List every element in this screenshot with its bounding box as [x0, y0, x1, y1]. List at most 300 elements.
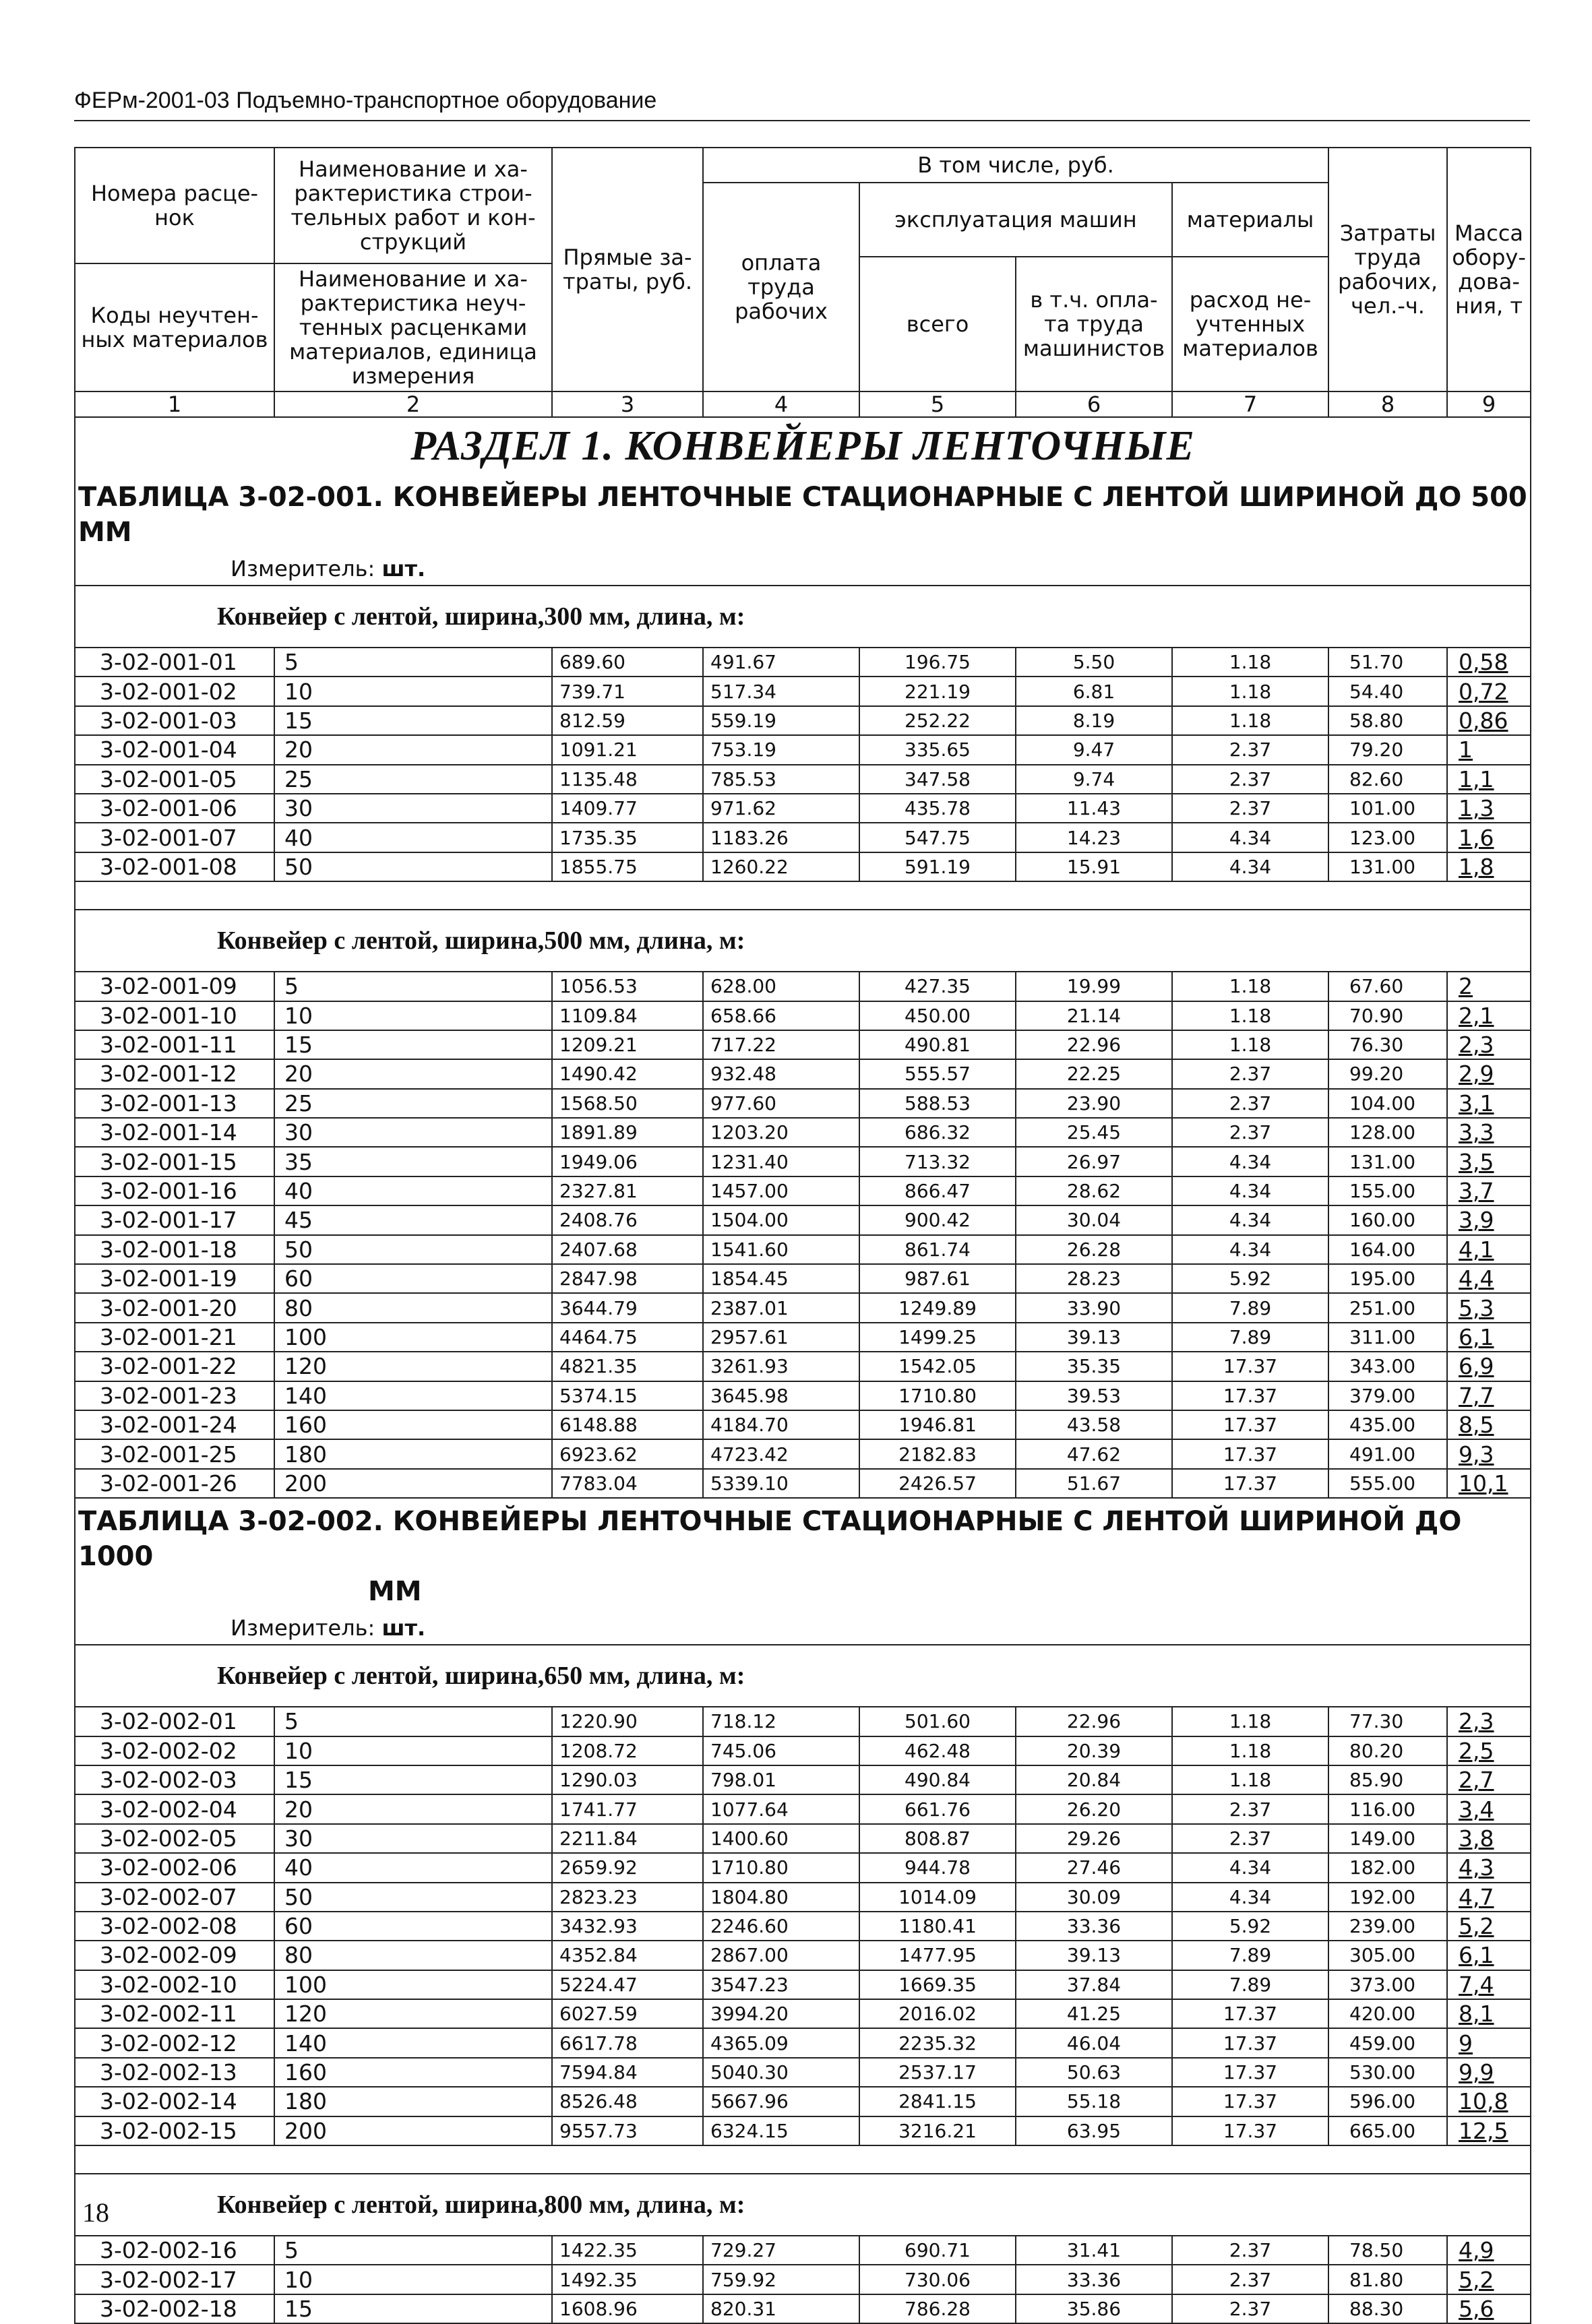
cell-v8: 70.90	[1328, 1001, 1447, 1030]
cell-v6: 29.26	[1016, 1824, 1172, 1853]
column-number: 5	[859, 391, 1016, 417]
cell-mass	[1447, 972, 1531, 1001]
cell-v6: 35.35	[1016, 1352, 1172, 1381]
column-number: 4	[703, 391, 859, 417]
cell-v5: 196.75	[859, 648, 1016, 677]
cell-name: 120	[274, 1352, 552, 1381]
cell-code: 3-02-001-01	[75, 648, 274, 677]
cell-v4: 798.01	[703, 1765, 859, 1794]
cell-v5: 2235.32	[859, 2028, 1016, 2057]
column-number: 1	[75, 391, 274, 417]
cell-v3: 1409.77	[552, 794, 703, 823]
cell-code: 3-02-001-12	[75, 1059, 274, 1088]
cell-v4: 785.53	[703, 765, 859, 794]
cell-v6: 41.25	[1016, 1999, 1172, 2028]
cell-v5: 547.75	[859, 823, 1016, 852]
cell-v8: 149.00	[1328, 1824, 1447, 1853]
mass-value: 7,7	[1459, 1382, 1494, 1409]
cell-v6: 63.95	[1016, 2116, 1172, 2145]
cell-v8: 160.00	[1328, 1205, 1447, 1234]
cell-v3: 1891.89	[552, 1118, 703, 1147]
table-row	[75, 1736, 1531, 1765]
cell-v7: 4.34	[1172, 1853, 1328, 1882]
mass-value: 3,7	[1459, 1178, 1494, 1205]
cell-v4: 1804.80	[703, 1883, 859, 1912]
cell-mass	[1447, 648, 1531, 677]
cell-code: 3-02-002-12	[75, 2028, 274, 2057]
cell-name: 80	[274, 1941, 552, 1970]
col5-header: всего	[859, 257, 1016, 391]
mass-value: 2,7	[1459, 1767, 1494, 1794]
cell-v6: 47.62	[1016, 1439, 1172, 1468]
cell-v8: 58.80	[1328, 706, 1447, 735]
cell-code: 3-02-002-04	[75, 1794, 274, 1823]
cell-v5: 808.87	[859, 1824, 1016, 1853]
table-row	[75, 1352, 1531, 1381]
mass-value: 5,2	[1459, 2266, 1494, 2293]
cell-mass	[1447, 2294, 1531, 2323]
cell-code: 3-02-002-10	[75, 1970, 274, 1999]
cell-mass	[1447, 1235, 1531, 1264]
cell-name: 100	[274, 1970, 552, 1999]
cell-v8: 311.00	[1328, 1323, 1447, 1352]
cell-v6: 14.23	[1016, 823, 1172, 852]
cell-v3: 1091.21	[552, 735, 703, 764]
cell-v5: 987.61	[859, 1264, 1016, 1293]
cell-code: 3-02-001-08	[75, 852, 274, 881]
cell-v7: 17.37	[1172, 1352, 1328, 1381]
table-title	[75, 474, 1531, 553]
table-title-line: ТАБЛИЦА 3-02-001. КОНВЕЙЕРЫ ЛЕНТОЧНЫЕ СТАЦИОНАРНЫЕ С ЛЕНТОЙ ШИРИНОЙ ДО 500 ММ	[78, 482, 1527, 548]
table-row	[75, 1381, 1531, 1410]
cell-v7: 5.92	[1172, 1264, 1328, 1293]
table-row	[75, 972, 1531, 1001]
cell-v6: 20.39	[1016, 1736, 1172, 1765]
cell-v8: 101.00	[1328, 794, 1447, 823]
table-row	[75, 1235, 1531, 1264]
cell-code: 3-02-001-10	[75, 1001, 274, 1030]
cell-name: 5	[274, 972, 552, 1001]
cell-v8: 665.00	[1328, 2116, 1447, 2145]
cell-v3: 739.71	[552, 677, 703, 705]
cell-name: 50	[274, 1883, 552, 1912]
cell-v6: 37.84	[1016, 1970, 1172, 1999]
cell-code: 3-02-002-01	[75, 1707, 274, 1736]
table-row	[75, 1469, 1531, 1498]
cell-v5: 730.06	[859, 2265, 1016, 2294]
group-subtitle-row	[75, 1645, 1531, 1707]
cell-v8: 77.30	[1328, 1707, 1447, 1736]
cell-v5: 2016.02	[859, 1999, 1016, 2028]
cell-v7: 7.89	[1172, 1970, 1328, 1999]
cell-v5: 490.84	[859, 1765, 1016, 1794]
cell-name: 40	[274, 1176, 552, 1205]
table-row	[75, 1118, 1531, 1147]
column-number: 6	[1016, 391, 1172, 417]
cell-v4: 5040.30	[703, 2058, 859, 2087]
cell-v8: 54.40	[1328, 677, 1447, 705]
cell-v3: 4821.35	[552, 1352, 703, 1381]
cell-v5: 555.57	[859, 1059, 1016, 1088]
cell-v6: 22.25	[1016, 1059, 1172, 1088]
table-row	[75, 1089, 1531, 1118]
table-row	[75, 852, 1531, 881]
cell-name: 25	[274, 1089, 552, 1118]
table-row	[75, 1030, 1531, 1059]
cell-v3: 1490.42	[552, 1059, 703, 1088]
cell-v3: 6923.62	[552, 1439, 703, 1468]
cell-v7: 4.34	[1172, 1883, 1328, 1912]
cell-v5: 2841.15	[859, 2087, 1016, 2116]
cell-v4: 753.19	[703, 735, 859, 764]
cell-v5: 2182.83	[859, 1439, 1016, 1468]
cell-v4: 971.62	[703, 794, 859, 823]
group-subtitle: Конвейер с лентой, ширина,650 мм, длина, м:	[75, 1645, 1531, 1707]
table-row	[75, 1439, 1531, 1468]
cell-v8: 76.30	[1328, 1030, 1447, 1059]
cell-name: 5	[274, 1707, 552, 1736]
cell-v3: 7594.84	[552, 2058, 703, 2087]
group-subtitle: Конвейер с лентой, ширина,500 мм, длина, м:	[75, 910, 1531, 972]
cell-v8: 164.00	[1328, 1235, 1447, 1264]
cell-name: 160	[274, 1410, 552, 1439]
mass-value: 9,3	[1459, 1441, 1494, 1468]
cell-v3: 1492.35	[552, 2265, 703, 2294]
cell-v5: 490.81	[859, 1030, 1016, 1059]
cell-v3: 5224.47	[552, 1970, 703, 1999]
cell-v3: 2847.98	[552, 1264, 703, 1293]
cell-v7: 1.18	[1172, 1030, 1328, 1059]
cell-v8: 182.00	[1328, 1853, 1447, 1882]
cell-v3: 2823.23	[552, 1883, 703, 1912]
cell-v8: 420.00	[1328, 1999, 1447, 2028]
cell-v5: 861.74	[859, 1235, 1016, 1264]
cell-v8: 192.00	[1328, 1883, 1447, 1912]
cell-v4: 1504.00	[703, 1205, 859, 1234]
cell-v5: 591.19	[859, 852, 1016, 881]
mass-value: 9,9	[1459, 2059, 1494, 2086]
cell-code: 3-02-001-16	[75, 1176, 274, 1205]
cell-code: 3-02-002-16	[75, 2236, 274, 2265]
cell-v3: 1290.03	[552, 1765, 703, 1794]
unit-label: Измеритель:	[231, 1615, 375, 1641]
cell-v7: 17.37	[1172, 2058, 1328, 2087]
cell-v7: 2.37	[1172, 1794, 1328, 1823]
mass-value: 5,3	[1459, 1294, 1494, 1321]
unit-cell	[75, 553, 1531, 586]
unit-value: шт.	[381, 556, 426, 582]
cell-v5: 252.22	[859, 706, 1016, 735]
cell-v6: 9.74	[1016, 765, 1172, 794]
mass-value: 1	[1459, 736, 1473, 763]
table-row	[75, 1853, 1531, 1882]
cell-v7: 17.37	[1172, 1999, 1328, 2028]
cell-v3: 1568.50	[552, 1089, 703, 1118]
col4-header: оплата труда рабочих	[703, 183, 859, 391]
cell-v6: 43.58	[1016, 1410, 1172, 1439]
table-row	[75, 1765, 1531, 1794]
mass-value: 3,5	[1459, 1148, 1494, 1175]
cell-name: 20	[274, 735, 552, 764]
cell-v6: 6.81	[1016, 677, 1172, 705]
table-row	[75, 1176, 1531, 1205]
header-rule	[74, 120, 1530, 121]
cell-v6: 20.84	[1016, 1765, 1172, 1794]
mass-value: 2,3	[1459, 1032, 1494, 1059]
cell-v6: 46.04	[1016, 2028, 1172, 2057]
spacer-row	[75, 2145, 1531, 2174]
col2-top-header: Наименование и ха-рактеристика строи-тельных работ и кон-струкций	[274, 148, 552, 263]
cell-v6: 39.13	[1016, 1323, 1172, 1352]
cell-mass	[1447, 2058, 1531, 2087]
cell-mass	[1447, 823, 1531, 852]
cell-v6: 31.41	[1016, 2236, 1172, 2265]
cell-v4: 5339.10	[703, 1469, 859, 1498]
cell-mass	[1447, 1264, 1531, 1293]
table-row	[75, 677, 1531, 705]
cell-v4: 717.22	[703, 1030, 859, 1059]
cell-name: 200	[274, 1469, 552, 1498]
cell-code: 3-02-001-14	[75, 1118, 274, 1147]
unit-row	[75, 1612, 1531, 1645]
cell-code: 3-02-001-13	[75, 1089, 274, 1118]
cell-code: 3-02-002-07	[75, 1883, 274, 1912]
cell-v3: 2659.92	[552, 1853, 703, 1882]
cell-v8: 491.00	[1328, 1439, 1447, 1468]
col7-header: расход не-учтенных материалов	[1172, 257, 1328, 391]
cell-name: 35	[274, 1147, 552, 1176]
cell-v3: 1208.72	[552, 1736, 703, 1765]
cell-v3: 6027.59	[552, 1999, 703, 2028]
col3-header: Прямые за-траты, руб.	[552, 148, 703, 391]
cell-v7: 7.89	[1172, 1941, 1328, 1970]
cell-v3: 3432.93	[552, 1912, 703, 1941]
mass-value: 0,58	[1459, 649, 1508, 676]
table-row	[75, 1824, 1531, 1853]
cell-code: 3-02-002-06	[75, 1853, 274, 1882]
cell-v6: 39.53	[1016, 1381, 1172, 1410]
unit-cell	[75, 1612, 1531, 1645]
cell-v6: 5.50	[1016, 648, 1172, 677]
cell-name: 5	[274, 648, 552, 677]
mass-value: 1,8	[1459, 853, 1494, 880]
mass-value: 2,1	[1459, 1002, 1494, 1029]
spacer-cell	[75, 2145, 1531, 2174]
cell-v6: 30.09	[1016, 1883, 1172, 1912]
cell-mass	[1447, 1824, 1531, 1853]
cell-v5: 427.35	[859, 972, 1016, 1001]
cell-v4: 932.48	[703, 1059, 859, 1088]
cell-name: 30	[274, 1118, 552, 1147]
cell-v6: 8.19	[1016, 706, 1172, 735]
cell-name: 120	[274, 1999, 552, 2028]
spacer-row	[75, 881, 1531, 910]
cell-v6: 28.62	[1016, 1176, 1172, 1205]
cell-name: 50	[274, 1235, 552, 1264]
cell-v5: 1249.89	[859, 1293, 1016, 1322]
table-row	[75, 1999, 1531, 2028]
cell-code: 3-02-001-17	[75, 1205, 274, 1234]
cell-v8: 596.00	[1328, 2087, 1447, 2116]
cell-v4: 628.00	[703, 972, 859, 1001]
cell-code: 3-02-001-02	[75, 677, 274, 705]
cell-name: 10	[274, 1736, 552, 1765]
cell-mass	[1447, 2265, 1531, 2294]
cell-code: 3-02-002-14	[75, 2087, 274, 2116]
cell-v6: 11.43	[1016, 794, 1172, 823]
cell-mass	[1447, 1059, 1531, 1088]
cell-mass	[1447, 2028, 1531, 2057]
table-row	[75, 1912, 1531, 1941]
table-row	[75, 1205, 1531, 1234]
cell-v8: 379.00	[1328, 1381, 1447, 1410]
mass-value: 2	[1459, 973, 1473, 1000]
cell-name: 10	[274, 2265, 552, 2294]
table-row	[75, 1941, 1531, 1970]
cell-name: 15	[274, 1030, 552, 1059]
cell-mass	[1447, 1176, 1531, 1205]
cell-v3: 7783.04	[552, 1469, 703, 1498]
cell-v3: 8526.48	[552, 2087, 703, 2116]
cell-v8: 239.00	[1328, 1912, 1447, 1941]
cell-v6: 51.67	[1016, 1469, 1172, 1498]
cell-mass	[1447, 2236, 1531, 2265]
cell-v3: 1741.77	[552, 1794, 703, 1823]
cell-mass	[1447, 706, 1531, 735]
mass-value: 1,3	[1459, 795, 1494, 822]
cell-mass	[1447, 1736, 1531, 1765]
table-row	[75, 648, 1531, 677]
table-row	[75, 765, 1531, 794]
cell-v4: 1260.22	[703, 852, 859, 881]
cell-v4: 3645.98	[703, 1381, 859, 1410]
cell-name: 30	[274, 1824, 552, 1853]
mass-value: 3,9	[1459, 1207, 1494, 1234]
cell-v7: 5.92	[1172, 1912, 1328, 1941]
cell-v6: 30.04	[1016, 1205, 1172, 1234]
cell-v3: 9557.73	[552, 2116, 703, 2145]
cell-mass	[1447, 2116, 1531, 2145]
cell-v7: 2.37	[1172, 2236, 1328, 2265]
col1-top-header: Номера расце-нок	[75, 148, 274, 263]
cell-v4: 1400.60	[703, 1824, 859, 1853]
cell-v8: 88.30	[1328, 2294, 1447, 2323]
cell-v6: 22.96	[1016, 1030, 1172, 1059]
table-row	[75, 706, 1531, 735]
cell-v5: 1014.09	[859, 1883, 1016, 1912]
cell-name: 15	[274, 706, 552, 735]
cell-v6: 39.13	[1016, 1941, 1172, 1970]
cell-v5: 944.78	[859, 1853, 1016, 1882]
mass-value: 6,1	[1459, 1324, 1494, 1350]
cell-mass	[1447, 735, 1531, 764]
cell-v7: 2.37	[1172, 735, 1328, 764]
cell-v6: 26.97	[1016, 1147, 1172, 1176]
col8-header: Затраты труда рабочих, чел.-ч.	[1328, 148, 1447, 391]
cell-v5: 2537.17	[859, 2058, 1016, 2087]
cell-code: 3-02-001-18	[75, 1235, 274, 1264]
cell-v4: 1710.80	[703, 1853, 859, 1882]
cell-v4: 2867.00	[703, 1941, 859, 1970]
mass-value: 4,9	[1459, 2237, 1494, 2264]
cell-v5: 335.65	[859, 735, 1016, 764]
cell-v6: 33.36	[1016, 1912, 1172, 1941]
table-row	[75, 2236, 1531, 2265]
table-title-row	[75, 1498, 1531, 1612]
cell-code: 3-02-001-25	[75, 1439, 274, 1468]
cell-v7: 4.34	[1172, 823, 1328, 852]
cell-code: 3-02-001-20	[75, 1293, 274, 1322]
cell-v5: 661.76	[859, 1794, 1016, 1823]
cell-code: 3-02-002-05	[75, 1824, 274, 1853]
cell-v4: 5667.96	[703, 2087, 859, 2116]
cell-v4: 1854.45	[703, 1264, 859, 1293]
table-row	[75, 1970, 1531, 1999]
cell-v7: 2.37	[1172, 1824, 1328, 1853]
cell-v4: 1077.64	[703, 1794, 859, 1823]
table-row	[75, 823, 1531, 852]
cell-v7: 17.37	[1172, 2116, 1328, 2145]
cell-v5: 1180.41	[859, 1912, 1016, 1941]
cell-code: 3-02-002-13	[75, 2058, 274, 2087]
cell-v5: 347.58	[859, 765, 1016, 794]
cell-v8: 116.00	[1328, 1794, 1447, 1823]
cell-v6: 22.96	[1016, 1707, 1172, 1736]
column-numbers-row	[75, 391, 1531, 417]
cell-v8: 99.20	[1328, 1059, 1447, 1088]
cell-v5: 501.60	[859, 1707, 1016, 1736]
cell-v6: 27.46	[1016, 1853, 1172, 1882]
cell-v3: 4464.75	[552, 1323, 703, 1352]
cell-v4: 1183.26	[703, 823, 859, 852]
cell-name: 45	[274, 1205, 552, 1234]
cell-name: 10	[274, 677, 552, 705]
cell-code: 3-02-001-23	[75, 1381, 274, 1410]
cell-v3: 2407.68	[552, 1235, 703, 1264]
cell-v8: 78.50	[1328, 2236, 1447, 2265]
cell-mass	[1447, 1293, 1531, 1322]
cell-v4: 3994.20	[703, 1999, 859, 2028]
cell-v7: 2.37	[1172, 1059, 1328, 1088]
cell-mass	[1447, 765, 1531, 794]
cell-v8: 131.00	[1328, 852, 1447, 881]
cell-name: 15	[274, 1765, 552, 1794]
cell-mass	[1447, 1794, 1531, 1823]
cell-mass	[1447, 1323, 1531, 1352]
cell-v4: 718.12	[703, 1707, 859, 1736]
mass-value: 2,3	[1459, 1708, 1494, 1735]
mass-value: 12,5	[1459, 2117, 1508, 2144]
cell-v8: 195.00	[1328, 1264, 1447, 1293]
table-title	[75, 1498, 1531, 1612]
cell-v4: 4365.09	[703, 2028, 859, 2057]
cell-v7: 4.34	[1172, 1176, 1328, 1205]
table-row	[75, 2265, 1531, 2294]
cell-code: 3-02-001-04	[75, 735, 274, 764]
cell-v5: 221.19	[859, 677, 1016, 705]
cell-v3: 6148.88	[552, 1410, 703, 1439]
table-title-line: ТАБЛИЦА 3-02-002. КОНВЕЙЕРЫ ЛЕНТОЧНЫЕ СТАЦИОНАРНЫЕ С ЛЕНТОЙ ШИРИНОЙ ДО 1000	[78, 1506, 1462, 1573]
cell-v8: 82.60	[1328, 765, 1447, 794]
cell-mass	[1447, 1118, 1531, 1147]
cell-name: 100	[274, 1323, 552, 1352]
cell-v7: 1.18	[1172, 677, 1328, 705]
cell-v4: 658.66	[703, 1001, 859, 1030]
cell-v5: 1669.35	[859, 1970, 1016, 1999]
table-row	[75, 735, 1531, 764]
cell-mass	[1447, 794, 1531, 823]
mass-value: 4,7	[1459, 1883, 1494, 1910]
